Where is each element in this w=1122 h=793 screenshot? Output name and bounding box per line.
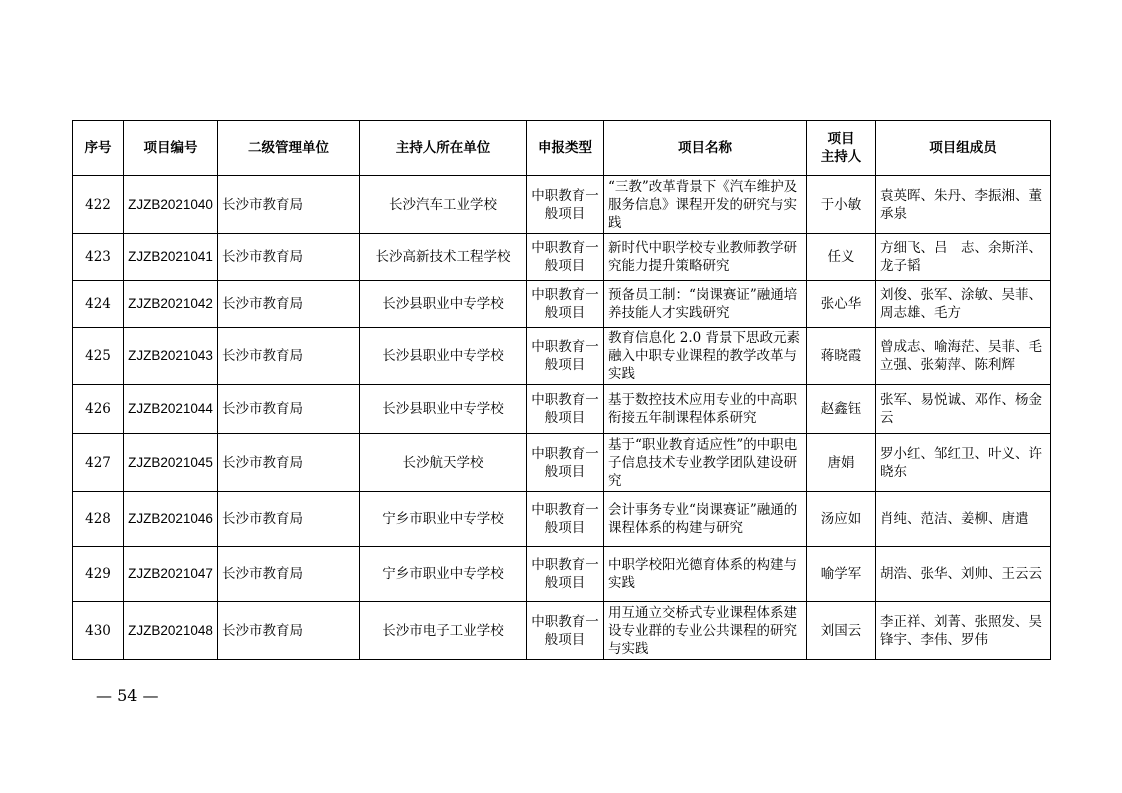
table-row — [73, 492, 1051, 547]
cell-index: 428 — [73, 492, 124, 547]
table-row — [73, 602, 1051, 660]
cell-project-code: ZJZB2021044 — [124, 385, 218, 434]
cell-project-name: 基于“职业教育适应性”的中职电子信息技术专业教学团队建设研究 — [604, 434, 807, 492]
cell-host: 唐娟 — [807, 434, 876, 492]
cell-project-code: ZJZB2021041 — [124, 234, 218, 281]
cell-host-unit: 长沙汽车工业学校 — [360, 176, 527, 234]
cell-project-name: “三教”改革背景下《汽车维护及服务信息》课程开发的研究与实践 — [604, 176, 807, 234]
cell-project-code: ZJZB2021040 — [124, 176, 218, 234]
header-host-unit: 主持人所在单位 — [360, 121, 527, 176]
cell-index: 423 — [73, 234, 124, 281]
cell-host: 赵鑫钰 — [807, 385, 876, 434]
cell-application-type: 中职教育一般项目 — [527, 176, 604, 234]
cell-host: 蒋晓霞 — [807, 328, 876, 385]
cell-members: 方细飞、吕 志、余斯洋、龙子韬 — [876, 234, 1051, 281]
cell-members: 刘俊、张军、涂敏、吴菲、周志雄、毛方 — [876, 281, 1051, 328]
header-members: 项目组成员 — [876, 121, 1051, 176]
table-row — [73, 434, 1051, 492]
header-application-type: 申报类型 — [527, 121, 604, 176]
cell-project-name: 中职学校阳光德育体系的构建与实践 — [604, 547, 807, 602]
cell-index: 422 — [73, 176, 124, 234]
cell-management-unit: 长沙市教育局 — [218, 385, 360, 434]
table-row — [73, 234, 1051, 281]
cell-host: 任义 — [807, 234, 876, 281]
cell-members: 李正祥、刘菁、张照发、吴锋宇、李伟、罗伟 — [876, 602, 1051, 660]
project-table — [72, 120, 1051, 660]
cell-index: 424 — [73, 281, 124, 328]
cell-host-unit: 宁乡市职业中专学校 — [360, 547, 527, 602]
table-row — [73, 328, 1051, 385]
cell-project-name: 用互通立交桥式专业课程体系建设专业群的专业公共课程的研究与实践 — [604, 602, 807, 660]
cell-management-unit: 长沙市教育局 — [218, 176, 360, 234]
header-project-code: 项目编号 — [124, 121, 218, 176]
cell-application-type: 中职教育一般项目 — [527, 602, 604, 660]
cell-host-unit: 长沙县职业中专学校 — [360, 281, 527, 328]
cell-project-code: ZJZB2021045 — [124, 434, 218, 492]
cell-index: 425 — [73, 328, 124, 385]
cell-host-unit: 宁乡市职业中专学校 — [360, 492, 527, 547]
cell-management-unit: 长沙市教育局 — [218, 281, 360, 328]
cell-host: 于小敏 — [807, 176, 876, 234]
cell-project-name: 预备员工制：“岗课赛证”融通培养技能人才实践研究 — [604, 281, 807, 328]
cell-application-type: 中职教育一般项目 — [527, 434, 604, 492]
cell-host-unit: 长沙县职业中专学校 — [360, 328, 527, 385]
cell-management-unit: 长沙市教育局 — [218, 602, 360, 660]
cell-project-code: ZJZB2021046 — [124, 492, 218, 547]
cell-project-code: ZJZB2021047 — [124, 547, 218, 602]
cell-application-type: 中职教育一般项目 — [527, 547, 604, 602]
cell-members: 胡浩、张华、刘帅、王云云 — [876, 547, 1051, 602]
cell-project-code: ZJZB2021043 — [124, 328, 218, 385]
cell-application-type: 中职教育一般项目 — [527, 281, 604, 328]
cell-index: 427 — [73, 434, 124, 492]
cell-management-unit: 长沙市教育局 — [218, 234, 360, 281]
cell-host: 刘国云 — [807, 602, 876, 660]
cell-members: 肖纯、范洁、姜柳、唐遣 — [876, 492, 1051, 547]
cell-host-unit: 长沙高新技术工程学校 — [360, 234, 527, 281]
table-row — [73, 176, 1051, 234]
cell-host-unit: 长沙市电子工业学校 — [360, 602, 527, 660]
cell-project-name: 教育信息化 2.0 背景下思政元素融入中职专业课程的教学改革与实践 — [604, 328, 807, 385]
header-host: 项目 主持人 — [807, 121, 876, 176]
cell-application-type: 中职教育一般项目 — [527, 492, 604, 547]
header-project-name: 项目名称 — [604, 121, 807, 176]
cell-management-unit: 长沙市教育局 — [218, 328, 360, 385]
cell-management-unit: 长沙市教育局 — [218, 547, 360, 602]
cell-members: 袁英晖、朱丹、李振湘、董承泉 — [876, 176, 1051, 234]
cell-members: 罗小红、邹红卫、叶义、许晓东 — [876, 434, 1051, 492]
cell-project-code: ZJZB2021042 — [124, 281, 218, 328]
cell-application-type: 中职教育一般项目 — [527, 328, 604, 385]
cell-project-code: ZJZB2021048 — [124, 602, 218, 660]
cell-index: 426 — [73, 385, 124, 434]
cell-members: 曾成志、喻海茫、吴菲、毛立强、张菊萍、陈利辉 — [876, 328, 1051, 385]
cell-project-name: 基于数控技术应用专业的中高职衔接五年制课程体系研究 — [604, 385, 807, 434]
cell-host-unit: 长沙县职业中专学校 — [360, 385, 527, 434]
table-row — [73, 281, 1051, 328]
cell-index: 430 — [73, 602, 124, 660]
table-row — [73, 385, 1051, 434]
table-header-row — [73, 121, 1051, 176]
cell-host: 喻学军 — [807, 547, 876, 602]
cell-host: 张心华 — [807, 281, 876, 328]
cell-members: 张军、易悦诚、邓作、杨金云 — [876, 385, 1051, 434]
header-management-unit: 二级管理单位 — [218, 121, 360, 176]
cell-project-name: 会计事务专业“岗课赛证”融通的课程体系的构建与研究 — [604, 492, 807, 547]
cell-application-type: 中职教育一般项目 — [527, 234, 604, 281]
cell-application-type: 中职教育一般项目 — [527, 385, 604, 434]
table-row — [73, 547, 1051, 602]
cell-management-unit: 长沙市教育局 — [218, 434, 360, 492]
cell-host-unit: 长沙航天学校 — [360, 434, 527, 492]
cell-index: 429 — [73, 547, 124, 602]
page-number: — 54 — — [96, 686, 159, 705]
cell-management-unit: 长沙市教育局 — [218, 492, 360, 547]
header-index: 序号 — [73, 121, 124, 176]
cell-project-name: 新时代中职学校专业教师教学研究能力提升策略研究 — [604, 234, 807, 281]
cell-host: 汤应如 — [807, 492, 876, 547]
